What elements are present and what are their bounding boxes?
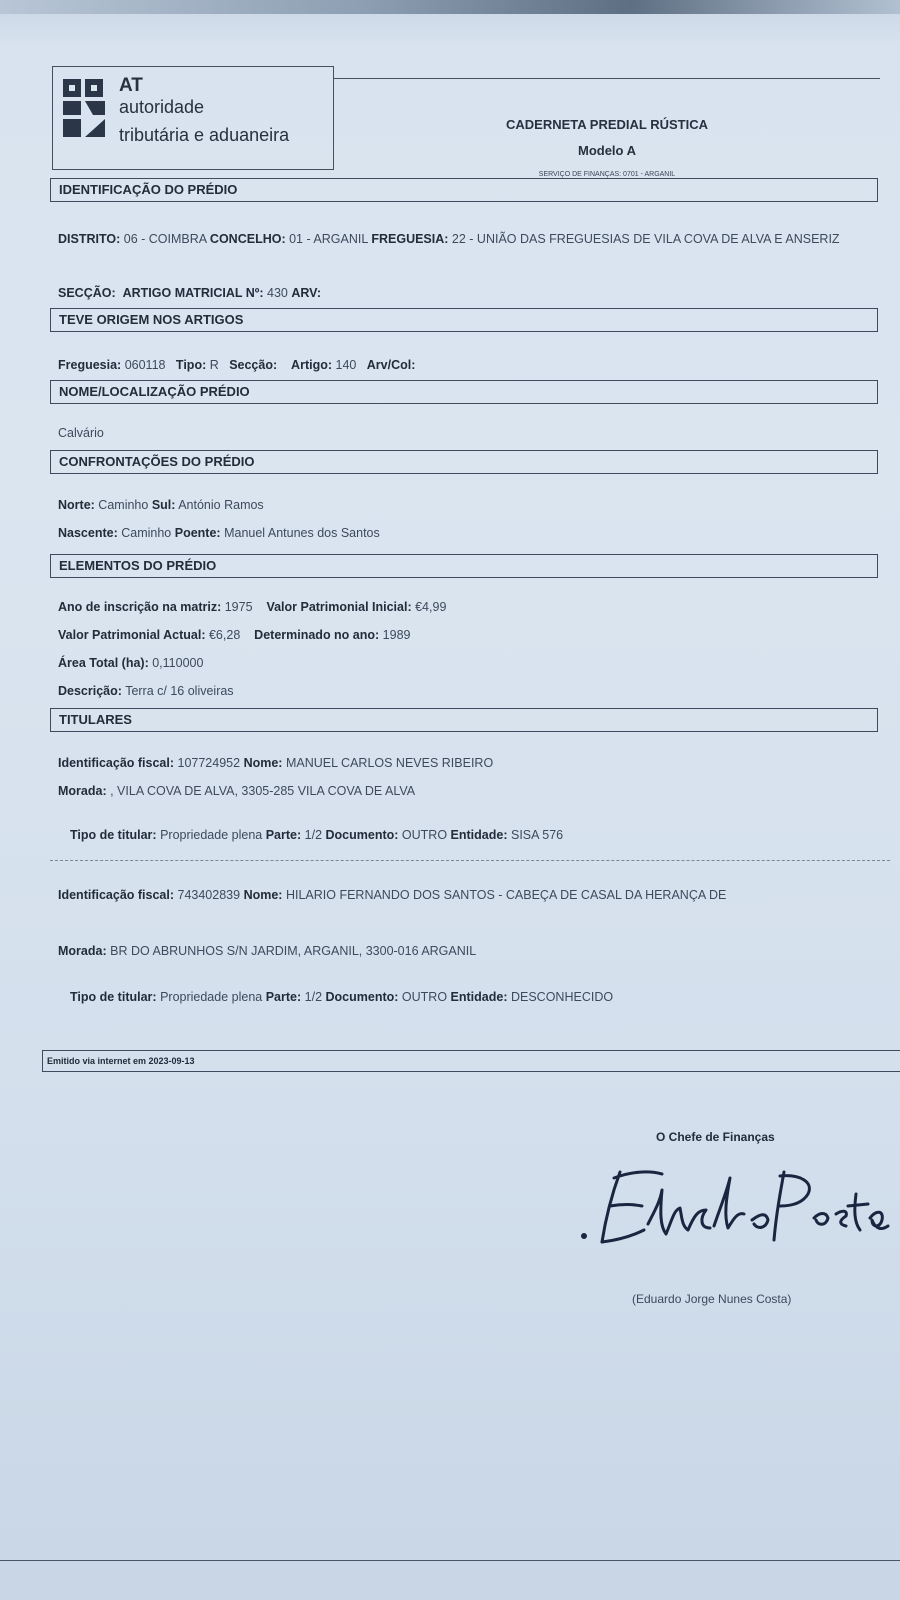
confrontacoes-nascente-poente	[58, 526, 380, 540]
titular-2-entidade-label: Entidade:	[450, 990, 508, 1004]
localizacao-value: Calvário	[58, 426, 104, 440]
seccao-label: SECÇÃO:	[58, 286, 116, 300]
vpi-label: Valor Patrimonial Inicial:	[266, 600, 412, 614]
origem-freguesia-label: Freguesia:	[58, 358, 122, 372]
titular-2-entidade-value: DESCONHECIDO	[510, 990, 614, 1004]
titular-2-documento-label: Documento:	[325, 990, 399, 1004]
document-title: CADERNETA PREDIAL RÚSTICA	[506, 117, 708, 132]
section-elementos: ELEMENTOS DO PRÉDIO	[50, 554, 878, 578]
origem-seccao-label: Secção:	[229, 358, 278, 372]
vpa-value: €6,28	[208, 628, 241, 642]
titular-1-parte-label: Parte:	[265, 828, 302, 842]
titular-separator	[50, 860, 890, 861]
titular-1-nome-value: MANUEL CARLOS NEVES RIBEIRO	[285, 756, 494, 770]
poente-value: Manuel Antunes dos Santos	[224, 526, 380, 540]
titular-2-nif-value: 743402839	[177, 888, 241, 902]
area-label: Área Total (ha):	[58, 656, 149, 670]
ano-label: Ano de inscrição na matriz:	[58, 600, 222, 614]
origem-arvcol-label: Arv/Col:	[366, 358, 416, 372]
document-page	[0, 14, 900, 1600]
section-localizacao: NOME/LOCALIZAÇÃO PRÉDIO	[50, 380, 878, 404]
titular-1-entidade-value: SISA 576	[510, 828, 564, 842]
norte-value: Caminho	[98, 498, 149, 512]
ano-value: 1975	[224, 600, 253, 614]
elementos-vpa	[58, 628, 410, 642]
artigo-value: 430	[267, 286, 288, 300]
elementos-descricao	[58, 684, 234, 698]
confrontacoes-norte-sul	[58, 498, 264, 512]
section-origem: TEVE ORIGEM NOS ARTIGOS	[50, 308, 878, 332]
titular-1-morada-label: Morada:	[58, 784, 107, 798]
elementos-area	[58, 656, 203, 670]
titular-1-tipo	[70, 828, 563, 842]
titular-2-tipo-label: Tipo de titular:	[70, 990, 157, 1004]
vpi-value: €4,99	[415, 600, 447, 614]
photo-top-edge	[0, 0, 900, 14]
chef-name: (Eduardo Jorge Nunes Costa)	[632, 1292, 792, 1306]
titular-1-nome-label: Nome:	[243, 756, 283, 770]
section-identificacao: IDENTIFICAÇÃO DO PRÉDIO	[50, 178, 878, 202]
distrito-value: 06 - COIMBRA	[123, 232, 207, 246]
identificacao-artigo	[58, 286, 321, 300]
titular-1-identificacao	[58, 756, 493, 770]
distrito-label: DISTRITO:	[58, 232, 121, 246]
titular-1-documento-label: Documento:	[325, 828, 399, 842]
origem-freguesia-value: 060118	[124, 358, 166, 372]
titular-2-nif-label: Identificação fiscal:	[58, 888, 175, 902]
titular-1-morada-value: , VILA COVA DE ALVA, 3305-285 VILA COVA DE ALVA	[110, 784, 416, 798]
titular-1-morada	[58, 784, 415, 798]
titular-2-identificacao	[58, 882, 868, 908]
titular-2-nome-label: Nome:	[243, 888, 283, 902]
origem-artigo-value: 140	[335, 358, 357, 372]
identificacao-location	[58, 226, 868, 252]
section-titulares: TITULARES	[50, 708, 878, 732]
at-logo-icon	[63, 79, 105, 137]
signature	[570, 1154, 890, 1264]
logo-line-2: tributária e aduaneira	[119, 125, 290, 145]
descricao-label: Descrição:	[58, 684, 122, 698]
origem-tipo-label: Tipo:	[175, 358, 207, 372]
titular-1-nif-value: 107724952	[177, 756, 241, 770]
artigo-label: ARTIGO MATRICIAL Nº:	[122, 286, 264, 300]
chef-title: O Chefe de Finanças	[656, 1130, 775, 1144]
area-value: 0,110000	[152, 656, 204, 670]
concelho-label: CONCELHO:	[209, 232, 286, 246]
titular-2-parte-value: 1/2	[304, 990, 323, 1004]
nascente-value: Caminho	[121, 526, 172, 540]
concelho-value: 01 - ARGANIL	[289, 232, 368, 246]
emitted-note: Emitido via internet em 2023-09-13	[42, 1050, 900, 1072]
poente-label: Poente:	[174, 526, 221, 540]
at-logo-box	[52, 66, 334, 170]
titular-1-parte-value: 1/2	[304, 828, 323, 842]
sul-label: Sul:	[151, 498, 176, 512]
titular-2-tipo	[70, 990, 613, 1004]
logo-at-text: AT	[119, 75, 143, 96]
titular-1-tipo-label: Tipo de titular:	[70, 828, 157, 842]
logo-line-1: autoridade	[119, 97, 205, 117]
origem-details	[58, 358, 415, 372]
titular-1-documento-value: OUTRO	[401, 828, 448, 842]
document-header	[334, 78, 880, 190]
descricao-value: Terra c/ 16 oliveiras	[125, 684, 234, 698]
origem-artigo-label: Artigo:	[291, 358, 333, 372]
titular-1-nif-label: Identificação fiscal:	[58, 756, 175, 770]
titular-2-morada-label: Morada:	[58, 944, 107, 958]
titular-2-morada-value: BR DO ABRUNHOS S/N JARDIM, ARGANIL, 3300-016 ARGANIL	[110, 944, 477, 958]
origem-tipo-value: R	[209, 358, 219, 372]
determinado-label: Determinado no ano:	[254, 628, 380, 642]
page-bottom-edge	[0, 1560, 900, 1561]
service-office: SERVIÇO DE FINANÇAS: 0701 - ARGANIL	[538, 171, 676, 178]
nascente-label: Nascente:	[58, 526, 118, 540]
titular-1-tipo-value: Propriedade plena	[160, 828, 263, 842]
vpa-label: Valor Patrimonial Actual:	[58, 628, 206, 642]
titular-2-parte-label: Parte:	[265, 990, 302, 1004]
titular-2-nome-value: HILARIO FERNANDO DOS SANTOS - CABEÇA DE CASAL DA HERANÇA DE	[285, 888, 727, 902]
arv-label: ARV:	[291, 286, 321, 300]
sul-value: António Ramos	[178, 498, 264, 512]
titular-2-tipo-value: Propriedade plena	[160, 990, 263, 1004]
document-model: Modelo A	[577, 143, 636, 158]
freguesia-label: FREGUESIA:	[371, 232, 449, 246]
determinado-value: 1989	[382, 628, 411, 642]
titular-1-entidade-label: Entidade:	[450, 828, 508, 842]
titular-2-morada	[58, 944, 476, 958]
titular-2-documento-value: OUTRO	[401, 990, 448, 1004]
section-confrontacoes: CONFRONTAÇÕES DO PRÉDIO	[50, 450, 878, 474]
elementos-ano-vpi	[58, 600, 446, 614]
freguesia-value: 22 - UNIÃO DAS FREGUESIAS DE VILA COVA DE ALVA E ANSERIZ	[451, 232, 840, 246]
norte-label: Norte:	[58, 498, 95, 512]
